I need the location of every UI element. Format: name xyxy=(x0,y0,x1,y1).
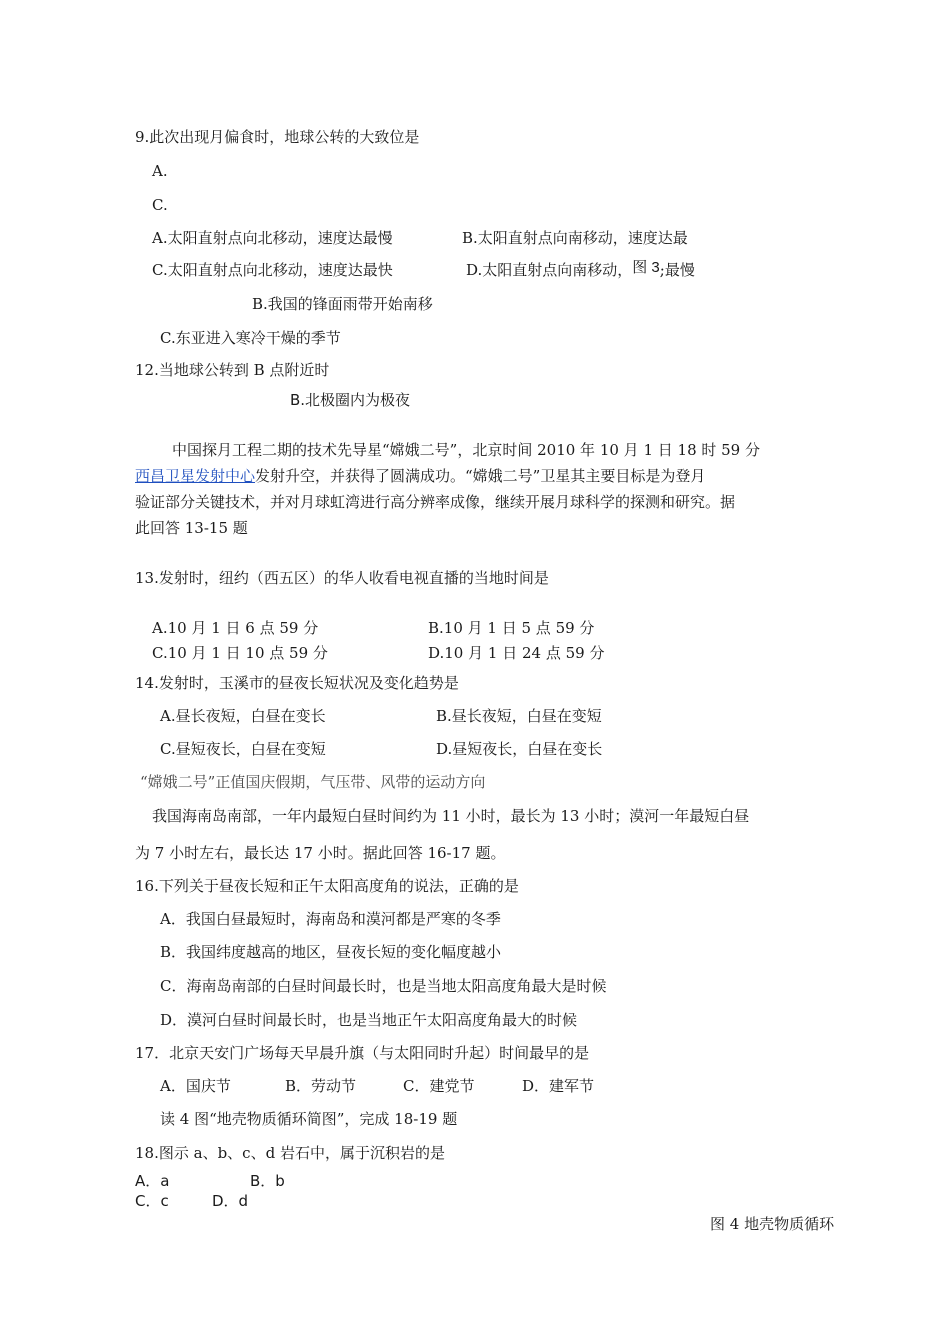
q12-stem: 12.当地球公转到 B 点附近时 xyxy=(135,361,330,379)
q10-option-b: B.太阳直射点向南移动，速度达最 xyxy=(462,229,688,247)
q14-option-a: A.昼长夜短，白昼在变长 xyxy=(160,707,326,725)
q11-option-b: B.我国的锋面雨带开始南移 xyxy=(252,295,433,313)
passage2-line2: 为 7 小时左右，最长达 17 小时。据此回答 16-17 题。 xyxy=(135,844,506,862)
passage1-line2-rest: 发射升空，并获得了圆满成功。“嫦娥二号”卫星其主要目标是为登月 xyxy=(255,467,706,485)
q14-option-b: B.昼长夜短，白昼在变短 xyxy=(436,707,602,725)
q10-option-d xyxy=(466,260,695,281)
q9-stem: 9.此次出现月偏食时，地球公转的大致位是 xyxy=(135,128,420,146)
q14-option-c: C.昼短夜长，白昼在变短 xyxy=(160,740,326,758)
q18-option-c: C．c xyxy=(135,1192,169,1210)
q12-option-b: B.北极圈内为极夜 xyxy=(290,391,411,409)
q13-option-c: C.10 月 1 日 10 点 59 分 xyxy=(152,644,328,662)
q9-option-a: A. xyxy=(152,162,168,180)
q13-stem: 13.发射时，纽约（西五区）的华人收看电视直播的当地时间是 xyxy=(135,569,549,587)
q11-option-c: C.东亚进入寒冷干燥的季节 xyxy=(160,329,341,347)
q17-option-a: A．国庆节 xyxy=(160,1077,231,1095)
q17-option-b: B．劳动节 xyxy=(285,1077,357,1095)
q10-option-d-suffix: ;最慢 xyxy=(659,261,695,279)
q16-option-a: A．我国白昼最短时，海南岛和漠河都是严寒的冬季 xyxy=(160,910,501,928)
q17-option-d: D．建军节 xyxy=(522,1077,595,1095)
q16-option-c: C．海南岛南部的白昼时间最长时，也是当地太阳高度角最大是时候 xyxy=(160,977,607,995)
figure-4-instruction: 读 4 图“地壳物质循环简图”，完成 18-19 题 xyxy=(160,1110,458,1128)
q9-option-c: C. xyxy=(152,196,168,214)
q10-option-c: C.太阳直射点向北移动，速度达最快 xyxy=(152,261,393,279)
figure-4-caption: 图 4 地壳物质循环 xyxy=(710,1215,835,1233)
passage1-line1: 中国探月工程二期的技术先导星“嫦娥二号”，北京时间 2010 年 10 月 1 日 18 时 59 分 xyxy=(172,441,760,459)
q15-stem: “嫦娥二号”正值国庆假期，气压带、风带的运动方向 xyxy=(140,773,486,791)
passage1-line2 xyxy=(135,466,705,486)
q18-option-b: B．b xyxy=(250,1172,285,1190)
figure-3-label: 图 3 xyxy=(632,259,660,276)
q10-option-a: A.太阳直射点向北移动，速度达最慢 xyxy=(152,229,393,247)
q18-option-a: A．a xyxy=(135,1172,170,1190)
q14-option-d: D.昼短夜长，白昼在变长 xyxy=(436,740,603,758)
q18-stem: 18.图示 a、b、c、d 岩石中，属于沉积岩的是 xyxy=(135,1144,445,1162)
passage2-line1: 我国海南岛南部，一年内最短白昼时间约为 11 小时，最长为 13 小时；漠河一年最短白昼 xyxy=(152,807,750,825)
q13-option-a: A.10 月 1 日 6 点 59 分 xyxy=(152,619,319,637)
q16-option-d: D．漠河白昼时间最长时，也是当地正午太阳高度角最大的时候 xyxy=(160,1011,578,1029)
q16-stem: 16.下列关于昼夜长短和正午太阳高度角的说法，正确的是 xyxy=(135,877,519,895)
q10-option-d-prefix: D.太阳直射点向南移动， xyxy=(466,261,633,279)
q13-option-d: D.10 月 1 日 24 点 59 分 xyxy=(428,644,605,662)
passage1-line4: 此回答 13-15 题 xyxy=(135,519,248,537)
q16-option-b: B．我国纬度越高的地区，昼夜长短的变化幅度越小 xyxy=(160,943,502,961)
q13-option-b: B.10 月 1 日 5 点 59 分 xyxy=(428,619,595,637)
q14-stem: 14.发射时，玉溪市的昼夜长短状况及变化趋势是 xyxy=(135,674,459,692)
q17-option-c: C．建党节 xyxy=(403,1077,475,1095)
q17-stem: 17．北京天安门广场每天早晨升旗（与太阳同时升起）时间最早的是 xyxy=(135,1044,590,1062)
xichang-launch-center-link[interactable]: 西昌卫星发射中心 xyxy=(135,467,256,485)
passage1-line3: 验证部分关键技术，并对月球虹湾进行高分辨率成像，继续开展月球科学的探测和研究。据 xyxy=(135,493,736,511)
q18-option-d: D．d xyxy=(212,1192,249,1210)
